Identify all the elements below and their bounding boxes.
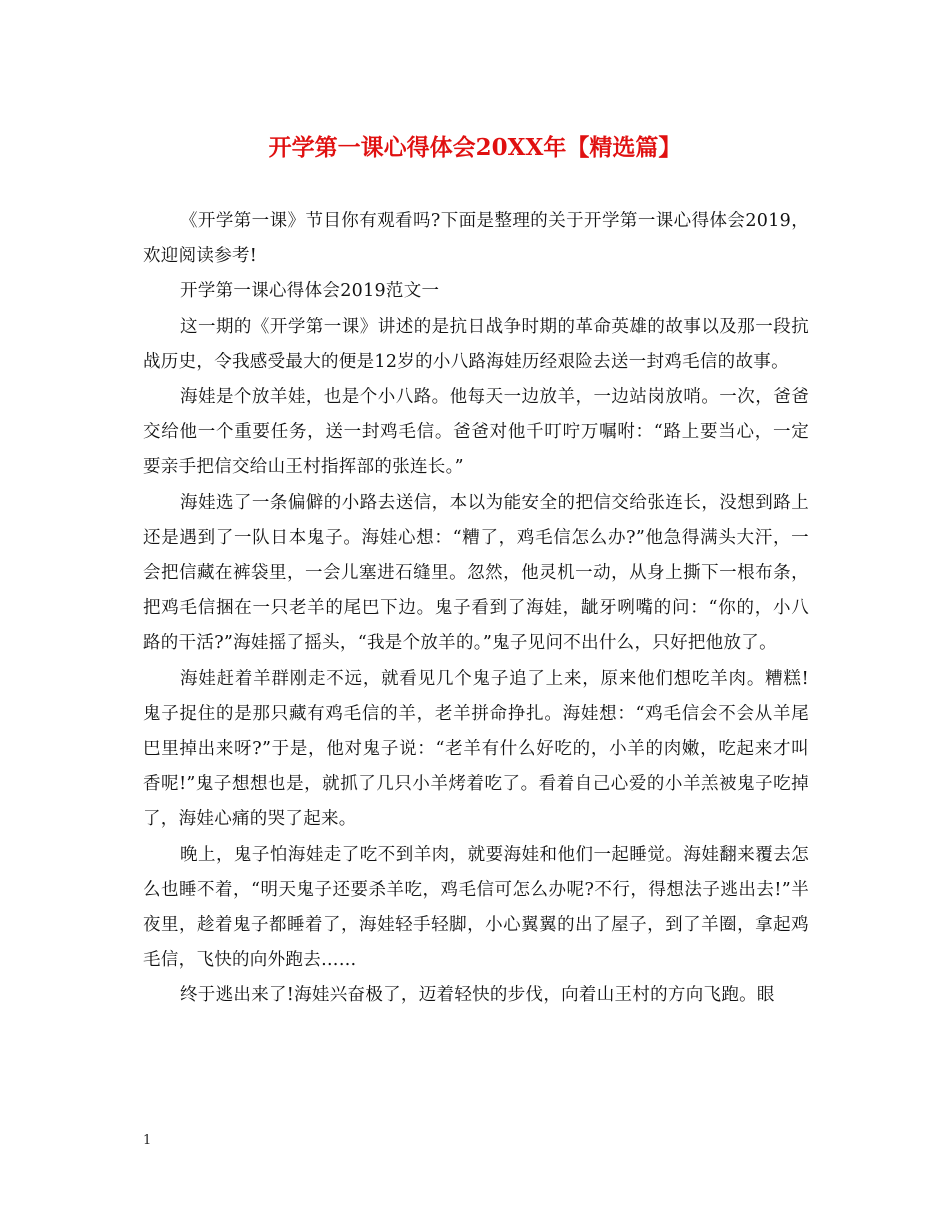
paragraph: 终于逃出来了!海娃兴奋极了，迈着轻快的步伐，向着山王村的方向飞跑。眼 [180, 985, 775, 1006]
paragraph: 海娃赶着羊群刚走不远，就看见几个鬼子追了上来，原来他们想吃羊肉。糟糕!鬼子捉住的是那只藏有鸡毛信的羊，老羊拼命挣扎。海娃想：“鸡毛信会不会从羊尾巴里掉出来呀?”于是，他对鬼子说：“老羊有什么好吃的，小羊的肉嫩，吃起来才叫香呢!”鬼子想想也是，就抓了几只小羊烤着吃了。看着自己心爱的小羊羔被鬼子吃掉了，海娃心痛的哭了起来。 [143, 668, 809, 830]
paragraph: 晚上，鬼子怕海娃走了吃不到羊肉，就要海娃和他们一起睡觉。海娃翻来覆去怎么也睡不着，“明天鬼子还要杀羊吃，鸡毛信可怎么办呢?不行，得想法子逃出去!”半夜里，趁着鬼子都睡着了，海娃轻手轻脚，小心翼翼的出了屋子，到了羊圈，拿起鸡毛信，飞快的向外跑去…… [143, 844, 809, 971]
paragraph: 海娃选了一条偏僻的小路去送信，本以为能安全的把信交给张连长，没想到路上还是遇到了一队日本鬼子。海娃心想：“糟了，鸡毛信怎么办?”他急得满头大汗，一会把信藏在裤袋里，一会儿塞进石缝里。忽然，他灵机一动，从身上撕下一根布条，把鸡毛信捆在一只老羊的尾巴下边。鬼子看到了海娃，龇牙咧嘴的问：“你的，小八路的干活?”海娃摇了摇头，“我是个放羊的。”鬼子见问不出什么，只好把他放了。 [143, 492, 809, 654]
document-body [143, 204, 809, 1014]
document-title: 开学第一课心得体会20XX年【精选篇】 [268, 134, 682, 161]
paragraph: 这一期的《开学第一课》讲述的是抗日战争时期的革命英雄的故事以及那一段抗战历史，令我感受最大的便是12岁的小八路海娃历经艰险去送一封鸡毛信的故事。 [143, 316, 809, 372]
paragraph-intro: 《开学第一课》节目你有观看吗?下面是整理的关于开学第一课心得体会2019，欢迎阅读参考! [143, 211, 809, 267]
page-number: 1 [143, 1133, 152, 1148]
paragraph-section-heading: 开学第一课心得体会2019范文一 [180, 281, 440, 302]
paragraph: 海娃是个放羊娃，也是个小八路。他每天一边放羊，一边站岗放哨。一次，爸爸交给他一个重要任务，送一封鸡毛信。爸爸对他千叮咛万嘱咐：“路上要当心，一定要亲手把信交给山王村指挥部的张连长。” [143, 387, 809, 478]
